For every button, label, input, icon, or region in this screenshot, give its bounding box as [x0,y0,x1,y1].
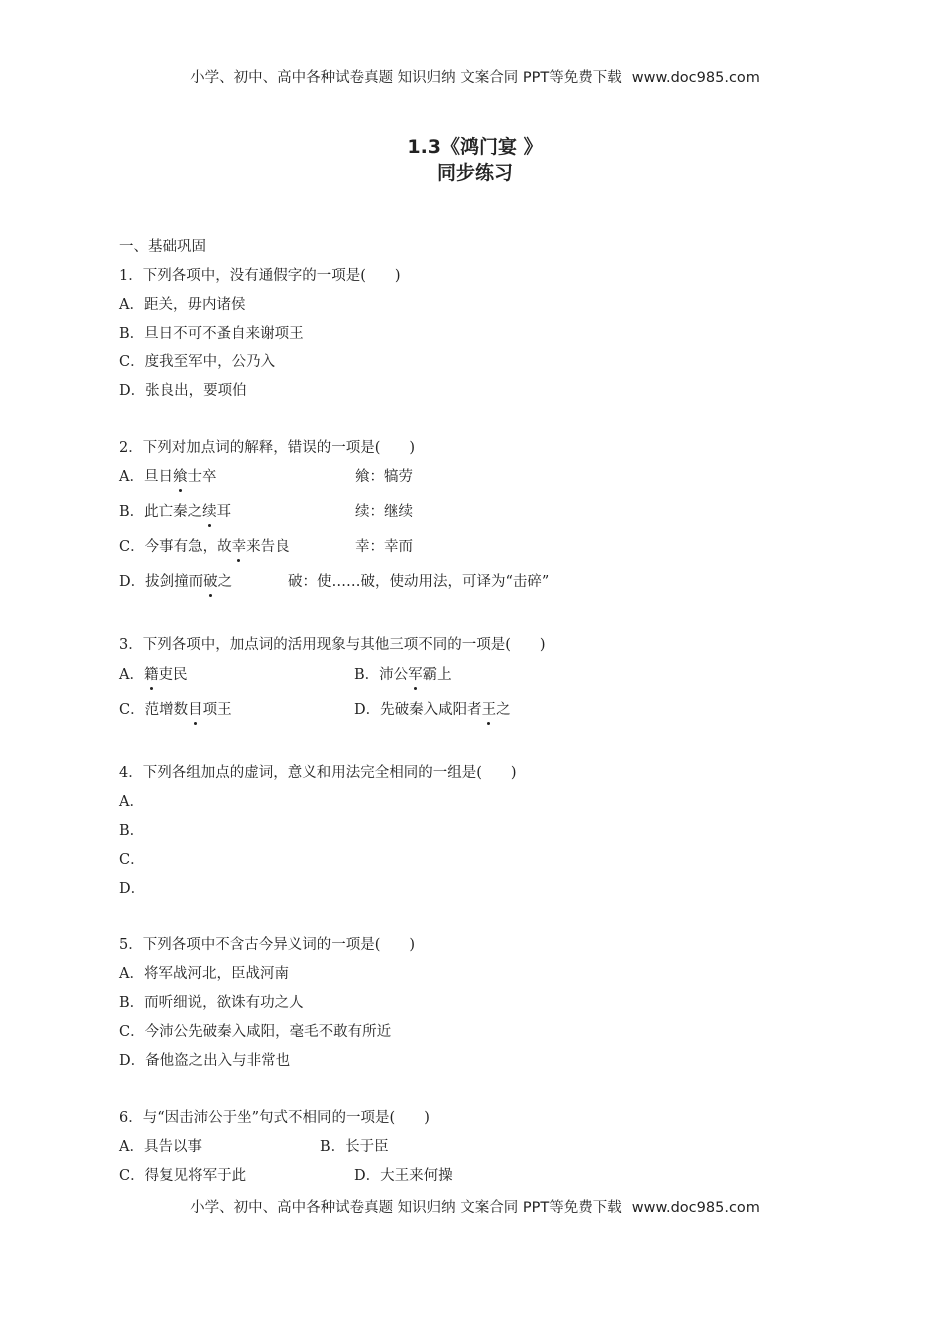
option-text: 来告良 [246,539,290,555]
section-heading: 一、基础巩固 [119,239,206,255]
q2-gloss-b: 续：继续 [355,504,413,520]
q6-option-d: D．大王来何操 [354,1168,453,1184]
q3-option-b [354,666,452,684]
option-text: B．此亡秦之 [119,504,203,520]
q3-stem: 3．下列各项中，加点词的活用现象与其他三项不同的一项是( ) [119,637,546,653]
dotted-word: 破 [203,574,218,590]
dotted-word: 目 [188,702,203,718]
option-text: D．拔剑撞而 [119,574,204,590]
header-text: 小学、初中、高中各种试卷真题 知识归纳 文案合同 PPT等免费下载 [190,70,622,86]
option-text: C．范增数 [119,702,189,718]
dotted-word: 籍 [143,667,159,683]
q1-option-a: A．距关，毋内诸侯 [119,297,246,313]
option-text: C．今事有急，故 [119,539,232,555]
option-text: 霸上 [422,667,452,683]
q1-option-c: C．度我至军中，公乃入 [119,354,276,370]
q5-option-d: D．备他盗之出入与非常也 [119,1053,291,1069]
q5-option-a: A．将军战河北，臣战河南 [119,966,289,982]
q4-option-a: A． [119,794,144,810]
q4-option-d: D． [119,881,146,897]
dotted-word: 飨 [172,469,188,485]
option-text: 士卒 [187,469,217,485]
q3-option-d [354,701,511,719]
q2-option-c [119,538,413,556]
q6-option-c: C．得复见将军于此 [119,1168,247,1184]
option-text: 之 [496,702,511,718]
q6-row-2 [119,1167,453,1185]
q2-gloss-d: 破：使……破，使动用法，可译为“击碎” [288,574,550,590]
q5-option-b: B．而听细说，欲诛有功之人 [119,995,304,1011]
q4-option-c: C． [119,852,145,868]
option-text: A． [119,667,144,683]
q3-row-1 [119,666,452,684]
q6-option-b: B．长于臣 [320,1139,389,1155]
dotted-word: 续 [202,504,217,520]
page-footer [0,1196,950,1217]
q1-option-d: D．张良出，要项伯 [119,383,247,399]
dotted-word: 王 [481,702,497,718]
q3-row-2 [119,701,511,719]
option-text: 耳 [216,504,232,520]
option-text: 之 [217,574,233,590]
q6-row-1 [119,1138,389,1156]
option-text: B．沛公 [354,667,409,683]
dotted-word: 军 [408,667,423,683]
q6-option-a: A．具告以事 [119,1139,202,1155]
page-header [0,66,950,87]
header-url[interactable]: www.doc985.com [631,70,760,86]
q1-option-b: B．旦日不可不蚤自来谢项王 [119,326,304,342]
option-text: A．旦日 [119,469,173,485]
dotted-word: 幸 [231,539,247,555]
q2-option-a [119,468,413,486]
footer-text: 小学、初中、高中各种试卷真题 知识归纳 文案合同 PPT等免费下载 [190,1200,622,1216]
q1-stem: 1．下列各项中，没有通假字的一项是( ) [119,268,401,284]
option-text: D．先破秦入咸阳者 [354,702,482,718]
q2-option-d [119,573,550,591]
footer-url[interactable]: www.doc985.com [631,1200,760,1216]
option-text: 吏民 [158,667,188,683]
q2-gloss-a: 飨：犒劳 [355,469,413,485]
q4-option-b: B． [119,823,145,839]
q5-option-c: C．今沛公先破秦入咸阳，毫毛不敢有所近 [119,1024,392,1040]
q4-stem: 4．下列各组加点的虚词，意义和用法完全相同的一组是( ) [119,765,517,781]
document-title: 1.3《鸿门宴 》 [407,136,543,158]
document-subtitle: 同步练习 [436,162,513,184]
q5-stem: 5．下列各项中不含古今异义词的一项是( ) [119,937,416,953]
q2-stem: 2．下列对加点词的解释，错误的一项是( ) [119,440,416,456]
option-text: 项王 [202,702,232,718]
q6-stem: 6．与“因击沛公于坐”句式不相同的一项是( ) [119,1110,430,1126]
q2-option-b [119,503,413,521]
q2-gloss-c: 幸：幸而 [355,539,413,555]
